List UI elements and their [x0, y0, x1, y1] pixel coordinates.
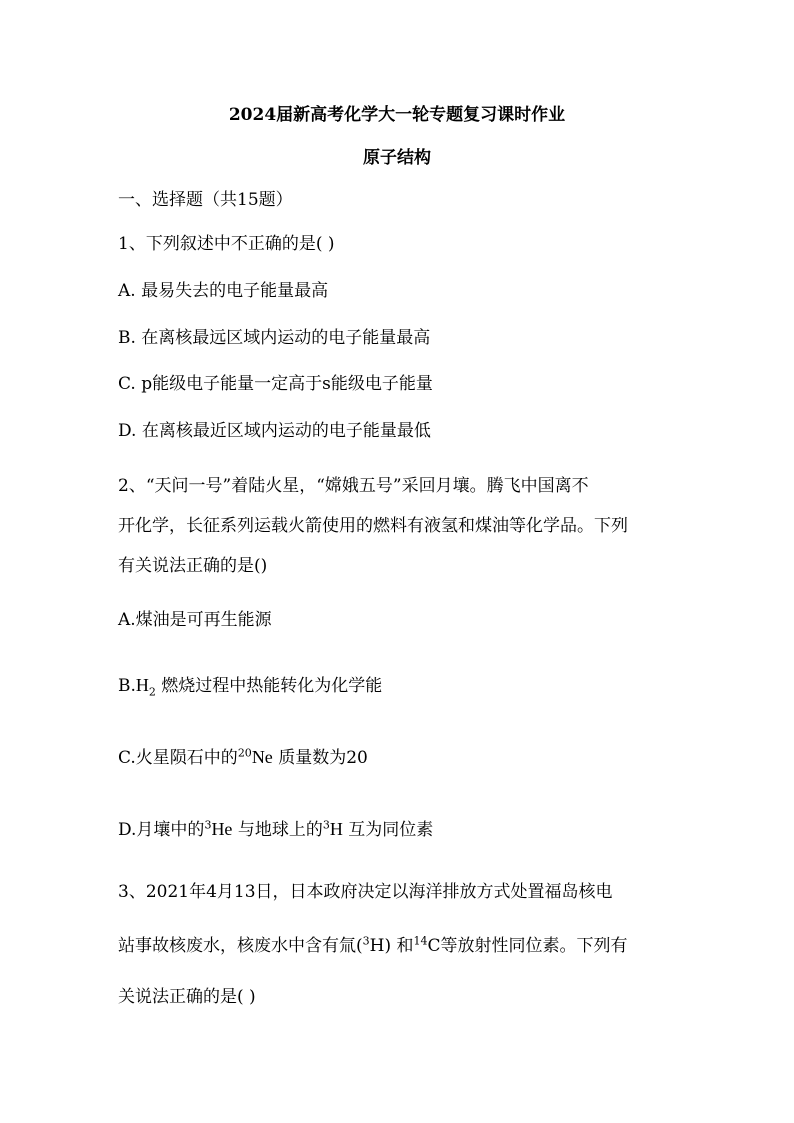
q3-line-2-part-c: C等放射性同位素。下列有	[427, 936, 628, 956]
q2-option-d-mid: 与地球上的	[232, 820, 323, 840]
q2-option-d	[118, 820, 433, 839]
question-3-line-2	[118, 934, 628, 956]
section-heading: 一、选择题（共15题）	[118, 190, 293, 210]
q2-option-a: A.煤油是可再生能源	[118, 610, 272, 630]
neon-symbol: Ne	[251, 747, 273, 767]
q2-option-c-rest: 质量数为20	[272, 748, 368, 768]
carbon-mass-number: 14	[413, 934, 428, 948]
q1-option-c: C. p能级电子能量一定高于s能级电子能量	[118, 374, 433, 394]
document-subtitle: 原子结构	[363, 148, 431, 168]
q1-option-a: A. 最易失去的电子能量最高	[118, 281, 329, 301]
hydrogen-mass-number: 3	[322, 818, 330, 832]
tritium-mass-number: 3	[362, 934, 370, 948]
document-title: 2024届新高考化学大一轮专题复习课时作业	[228, 105, 566, 125]
q2-option-b	[118, 675, 383, 699]
question-2-stem-line-3: 有关说法正确的是()	[118, 556, 268, 576]
helium-symbol: He	[211, 819, 233, 839]
helium-mass-number: 3	[204, 818, 212, 832]
hydrogen-subscript: 2	[148, 685, 156, 699]
q1-option-b: B. 在离核最远区域内运动的电子能量最高	[118, 328, 431, 348]
question-3-line-1: 3、2021年4月13日，日本政府决定以海洋排放方式处置福岛核电	[118, 882, 613, 902]
question-3-line-3: 关说法正确的是( )	[118, 987, 256, 1007]
q2-option-d-prefix: D.月壤中的	[118, 820, 205, 840]
q2-option-c-prefix: C.火星陨石中的	[118, 748, 238, 768]
q2-option-b-prefix: B.	[118, 676, 136, 696]
question-2-stem-line-2: 开化学，长征系列运载火箭使用的燃料有液氢和煤油等化学品。下列	[118, 516, 628, 536]
q2-option-b-rest: 燃烧过程中热能转化为化学能	[155, 676, 383, 696]
q2-option-c	[118, 748, 368, 767]
hydrogen-formula: H	[135, 675, 149, 695]
q1-option-d: D. 在离核最近区域内运动的电子能量最低	[118, 421, 431, 441]
q3-line-2-part-b: H) 和	[369, 936, 414, 956]
neon-mass-number: 20	[237, 746, 252, 760]
question-1-stem: 1、下列叙述中不正确的是( )	[118, 234, 335, 254]
q2-option-d-rest: 互为同位素	[342, 820, 434, 840]
question-2-stem-line-1: 2、“天问一号”着陆火星，“嫦娥五号”采回月壤。腾飞中国离不	[118, 476, 589, 496]
hydrogen-symbol: H	[329, 819, 343, 839]
q3-line-2-part-a: 站事故核废水，核废水中含有氚(	[118, 936, 363, 956]
